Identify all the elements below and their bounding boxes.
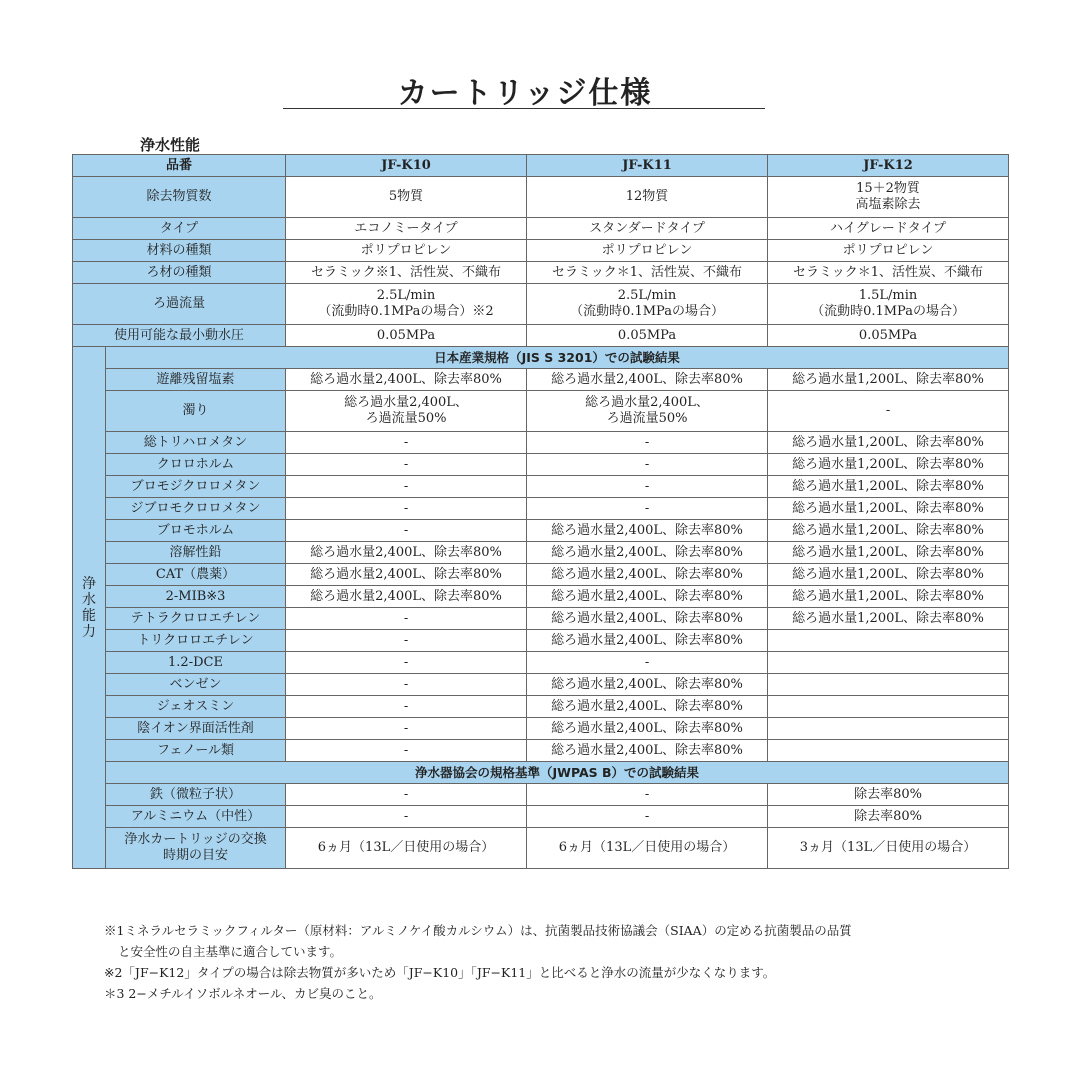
table-row — [73, 564, 1009, 586]
row-value — [527, 696, 768, 718]
cell-line: 総ろ過水量2,400L、除去率80% — [551, 742, 743, 758]
row-value — [527, 718, 768, 740]
cell-line: ろ過流量50% — [606, 411, 688, 426]
table-row — [73, 218, 1009, 240]
cell-line: - — [885, 403, 891, 418]
row-label: 濁り — [106, 391, 286, 432]
cell-line: 時期の目安 — [163, 848, 229, 863]
title-divider — [283, 108, 765, 109]
row-value — [527, 432, 768, 454]
row-value — [527, 564, 768, 586]
footnotes — [104, 920, 1004, 1004]
model-header-0: JF-K10 — [286, 155, 527, 177]
table-row — [73, 806, 1009, 828]
vertical-label — [73, 347, 106, 869]
cell-line: 総ろ過水量1,200L、除去率80% — [792, 500, 984, 516]
cell-line: 6ヵ月（13L／日使用の場合） — [317, 840, 495, 855]
row-value — [768, 520, 1009, 542]
cell-line: 総ろ過水量1,200L、除去率80% — [792, 588, 984, 604]
cell-line: - — [403, 610, 409, 626]
row-value — [768, 454, 1009, 476]
cell-line: - — [403, 654, 409, 670]
table-row — [73, 325, 1009, 347]
row-label: ブロモジクロロメタン — [106, 476, 286, 498]
row-value — [527, 652, 768, 674]
row-value — [768, 828, 1009, 869]
row-label: クロロホルム — [106, 454, 286, 476]
row-value — [286, 262, 527, 284]
row-value — [527, 586, 768, 608]
table-row — [73, 284, 1009, 325]
model-header-2: JF-K12 — [768, 155, 1009, 177]
cell-line: 総ろ過水量1,200L、除去率80% — [792, 566, 984, 582]
table-row — [73, 369, 1009, 391]
row-value — [286, 284, 527, 325]
cell-line: 総ろ過水量1,200L、除去率80% — [792, 371, 984, 387]
row-value — [768, 391, 1009, 432]
row-label: ろ材の種類 — [73, 262, 286, 284]
row-label: ブロモホルム — [106, 520, 286, 542]
row-label: タイプ — [73, 218, 286, 240]
row-value — [768, 564, 1009, 586]
cell-line: 総ろ過水量2,400L、除去率80% — [551, 588, 743, 604]
spec-table — [72, 154, 1009, 869]
row-value — [527, 828, 768, 869]
cell-line: 2.5L/min — [617, 288, 677, 303]
model-header-1: JF-K11 — [527, 155, 768, 177]
row-value — [527, 608, 768, 630]
cell-line: 総ろ過水量1,200L、除去率80% — [792, 544, 984, 560]
cell-line: 5物質 — [388, 189, 424, 204]
row-value — [768, 696, 1009, 718]
cell-line: - — [644, 500, 650, 516]
cell-line: 総ろ過水量2,400L、 — [344, 395, 468, 410]
row-value — [286, 630, 527, 652]
row-label: ジブロモクロロメタン — [106, 498, 286, 520]
footnote-3: ＊3 2−メチルイソボルネオール、カビ臭のこと。 — [104, 986, 382, 1001]
cell-line: 12物質 — [625, 189, 669, 204]
row-value — [768, 432, 1009, 454]
row-value — [768, 674, 1009, 696]
table-row — [73, 608, 1009, 630]
cell-line: - — [403, 742, 409, 758]
row-value — [527, 454, 768, 476]
row-value — [768, 718, 1009, 740]
cell-line: 0.05MPa — [858, 327, 918, 343]
row-label: 陰イオン界面活性剤 — [106, 718, 286, 740]
vertical-char: 能 — [82, 607, 96, 624]
page-title: カートリッジ仕様 — [397, 76, 653, 111]
row-value — [286, 718, 527, 740]
table-row — [73, 718, 1009, 740]
table-row — [73, 476, 1009, 498]
row-value — [527, 542, 768, 564]
row-value — [527, 240, 768, 262]
footnote-1: ※1ミネラルセラミックフィルター（原材料：アルミノケイ酸カルシウム）は、抗菌製品技術協議会（SIAA）の定める抗菌製品の品質 — [104, 923, 852, 938]
cell-line: 総ろ過水量2,400L、除去率80% — [551, 544, 743, 560]
cell-line: ポリプロピレン — [842, 242, 934, 258]
row-label: CAT（農薬） — [106, 564, 286, 586]
row-label: フェノール類 — [106, 740, 286, 762]
cell-line: 総ろ過水量1,200L、除去率80% — [792, 610, 984, 626]
row-label: ろ過流量 — [73, 284, 286, 325]
row-value — [768, 262, 1009, 284]
cell-line: ろ過流量50% — [365, 411, 447, 426]
cell-line: 総ろ過水量2,400L、除去率80% — [551, 610, 743, 626]
cell-line: 総ろ過水量2,400L、除去率80% — [551, 676, 743, 692]
row-value — [527, 498, 768, 520]
cell-line: 総ろ過水量2,400L、除去率80% — [310, 371, 502, 387]
cell-line: - — [644, 456, 650, 472]
row-value — [768, 652, 1009, 674]
row-value — [768, 542, 1009, 564]
cell-line: 総ろ過水量1,200L、除去率80% — [792, 456, 984, 472]
row-value — [286, 696, 527, 718]
row-value — [286, 476, 527, 498]
row-value — [527, 218, 768, 240]
row-value — [527, 520, 768, 542]
row-label: 総トリハロメタン — [106, 432, 286, 454]
cell-line: 15＋2物質 — [856, 181, 920, 196]
row-value — [286, 784, 527, 806]
row-value — [286, 391, 527, 432]
row-value — [527, 784, 768, 806]
table-row — [73, 828, 1009, 869]
row-label: 除去物質数 — [73, 177, 286, 218]
section-label: 浄水性能 — [140, 136, 201, 154]
row-value — [768, 630, 1009, 652]
row-value — [286, 608, 527, 630]
table-row — [73, 177, 1009, 218]
table-row — [73, 240, 1009, 262]
row-label: 使用可能な最小動水圧 — [73, 325, 286, 347]
cell-line: ポリプロピレン — [601, 242, 693, 258]
cell-line: - — [644, 434, 650, 450]
row-value — [527, 806, 768, 828]
cell-line: 総ろ過水量2,400L、除去率80% — [551, 566, 743, 582]
cell-line: 1.5L/min — [858, 288, 918, 303]
cell-line: - — [403, 808, 409, 824]
cell-line: 総ろ過水量2,400L、除去率80% — [310, 566, 502, 582]
jis-section-row — [73, 347, 1009, 369]
row-label: テトラクロロエチレン — [106, 608, 286, 630]
cell-line: - — [403, 786, 409, 802]
cell-line: 2.5L/min — [376, 288, 436, 303]
row-value — [527, 284, 768, 325]
vertical-char: 水 — [82, 591, 96, 608]
cell-line: - — [644, 654, 650, 670]
cell-line: - — [403, 500, 409, 516]
table-row — [73, 586, 1009, 608]
row-label: 1.2-DCE — [106, 652, 286, 674]
cell-line: セラミック＊1、活性炭、不織布 — [552, 264, 743, 280]
row-value — [286, 652, 527, 674]
row-value — [768, 740, 1009, 762]
cell-line: 0.05MPa — [376, 327, 436, 343]
cell-line: - — [644, 786, 650, 802]
row-value — [286, 520, 527, 542]
cell-line: 総ろ過水量2,400L、除去率80% — [310, 588, 502, 604]
cell-line: ハイグレードタイプ — [829, 220, 947, 236]
cell-line: 浄水カートリッジの交換 — [124, 832, 267, 847]
cell-line: セラミック＊1、活性炭、不織布 — [793, 264, 984, 280]
cell-line: 総ろ過水量1,200L、除去率80% — [792, 478, 984, 494]
row-value — [768, 325, 1009, 347]
jis-section-header: 日本産業規格（JIS S 3201）での試験結果 — [106, 347, 1009, 369]
row-value — [286, 498, 527, 520]
row-value — [527, 740, 768, 762]
cell-line: 総ろ過水量2,400L、除去率80% — [551, 371, 743, 387]
table-row — [73, 630, 1009, 652]
cell-line: - — [403, 676, 409, 692]
cell-line: 総ろ過水量2,400L、除去率80% — [551, 632, 743, 648]
cell-line: - — [644, 808, 650, 824]
row-value — [768, 784, 1009, 806]
cell-line: 総ろ過水量2,400L、除去率80% — [551, 720, 743, 736]
cell-line: - — [403, 522, 409, 538]
row-value — [286, 586, 527, 608]
cell-line: 0.05MPa — [617, 327, 677, 343]
cell-line: - — [403, 478, 409, 494]
row-label: ベンゼン — [106, 674, 286, 696]
cell-line: 総ろ過水量2,400L、 — [585, 395, 709, 410]
cell-line: - — [403, 632, 409, 648]
cell-line: 除去率80% — [854, 808, 922, 824]
row-label: 溶解性鉛 — [106, 542, 286, 564]
row-value — [286, 177, 527, 218]
row-label: 遊離残留塩素 — [106, 369, 286, 391]
cell-line: - — [403, 720, 409, 736]
table-row — [73, 520, 1009, 542]
row-value — [286, 542, 527, 564]
row-value — [286, 218, 527, 240]
table-row — [73, 740, 1009, 762]
row-value — [527, 476, 768, 498]
row-value — [527, 674, 768, 696]
row-value — [527, 391, 768, 432]
table-header-row — [73, 155, 1009, 177]
cell-line: 総ろ過水量1,200L、除去率80% — [792, 434, 984, 450]
table-row — [73, 454, 1009, 476]
jwpas-section-header: 浄水器協会の規格基準（JWPAS B）での試験結果 — [106, 762, 1009, 784]
row-value — [286, 674, 527, 696]
row-value — [768, 284, 1009, 325]
cell-line: 除去率80% — [854, 786, 922, 802]
cell-line: 3ヵ月（13L／日使用の場合） — [799, 840, 977, 855]
footnote-2: ※2「JF−K12」タイプの場合は除去物質が多いため「JF−K10」「JF−K11」と比べると浄水の流量が少なくなります。 — [104, 965, 776, 980]
cell-line: ポリプロピレン — [360, 242, 452, 258]
row-value — [286, 740, 527, 762]
cell-line: 高塩素除去 — [855, 197, 921, 212]
table-row — [73, 696, 1009, 718]
row-value — [286, 432, 527, 454]
cell-line: スタンダードタイプ — [589, 220, 705, 236]
cell-line: - — [644, 478, 650, 494]
row-label: 2-MIB※3 — [106, 586, 286, 608]
row-value — [768, 218, 1009, 240]
table-row — [73, 652, 1009, 674]
table-row — [73, 391, 1009, 432]
row-value — [286, 325, 527, 347]
row-label — [106, 828, 286, 869]
row-value — [527, 262, 768, 284]
row-value — [286, 369, 527, 391]
vertical-char: 浄 — [82, 575, 96, 592]
footnote-1-continued: と安全性の自主基準に適合しています。 — [118, 944, 343, 959]
jwpas-section-row — [73, 762, 1009, 784]
row-label: トリクロロエチレン — [106, 630, 286, 652]
row-value — [768, 608, 1009, 630]
cell-line: （流動時0.1MPaの場合） — [811, 304, 965, 319]
row-value — [286, 240, 527, 262]
row-value — [768, 586, 1009, 608]
table-row — [73, 784, 1009, 806]
cell-line: - — [403, 456, 409, 472]
spec-table-body — [73, 155, 1009, 869]
row-value — [527, 630, 768, 652]
cell-line: 総ろ過水量2,400L、除去率80% — [551, 522, 743, 538]
cell-line: 総ろ過水量2,400L、除去率80% — [551, 698, 743, 714]
vertical-char: 力 — [82, 623, 96, 640]
cell-line: - — [403, 698, 409, 714]
row-label: アルミニウム（中性） — [106, 806, 286, 828]
table-row — [73, 498, 1009, 520]
cell-line: 総ろ過水量1,200L、除去率80% — [792, 522, 984, 538]
row-value — [527, 325, 768, 347]
row-value — [768, 177, 1009, 218]
row-value — [527, 369, 768, 391]
table-row — [73, 674, 1009, 696]
cell-line: エコノミータイプ — [354, 220, 458, 236]
row-label: 鉄（微粒子状） — [106, 784, 286, 806]
row-value — [768, 476, 1009, 498]
row-label: ジェオスミン — [106, 696, 286, 718]
cell-line: セラミック※1、活性炭、不織布 — [311, 264, 502, 280]
row-value — [286, 564, 527, 586]
row-value — [286, 828, 527, 869]
cell-line: 6ヵ月（13L／日使用の場合） — [558, 840, 736, 855]
row-value — [286, 806, 527, 828]
row-label: 材料の種類 — [73, 240, 286, 262]
header-label: 品番 — [73, 155, 286, 177]
row-value — [286, 454, 527, 476]
row-value — [768, 369, 1009, 391]
cell-line: - — [403, 434, 409, 450]
cell-line: （流動時0.1MPaの場合） — [570, 304, 724, 319]
row-value — [527, 177, 768, 218]
table-row — [73, 262, 1009, 284]
row-value — [768, 240, 1009, 262]
cell-line: （流動時0.1MPaの場合）※2 — [318, 304, 494, 319]
row-value — [768, 498, 1009, 520]
row-value — [768, 806, 1009, 828]
table-row — [73, 542, 1009, 564]
cell-line: 総ろ過水量2,400L、除去率80% — [310, 544, 502, 560]
table-row — [73, 432, 1009, 454]
